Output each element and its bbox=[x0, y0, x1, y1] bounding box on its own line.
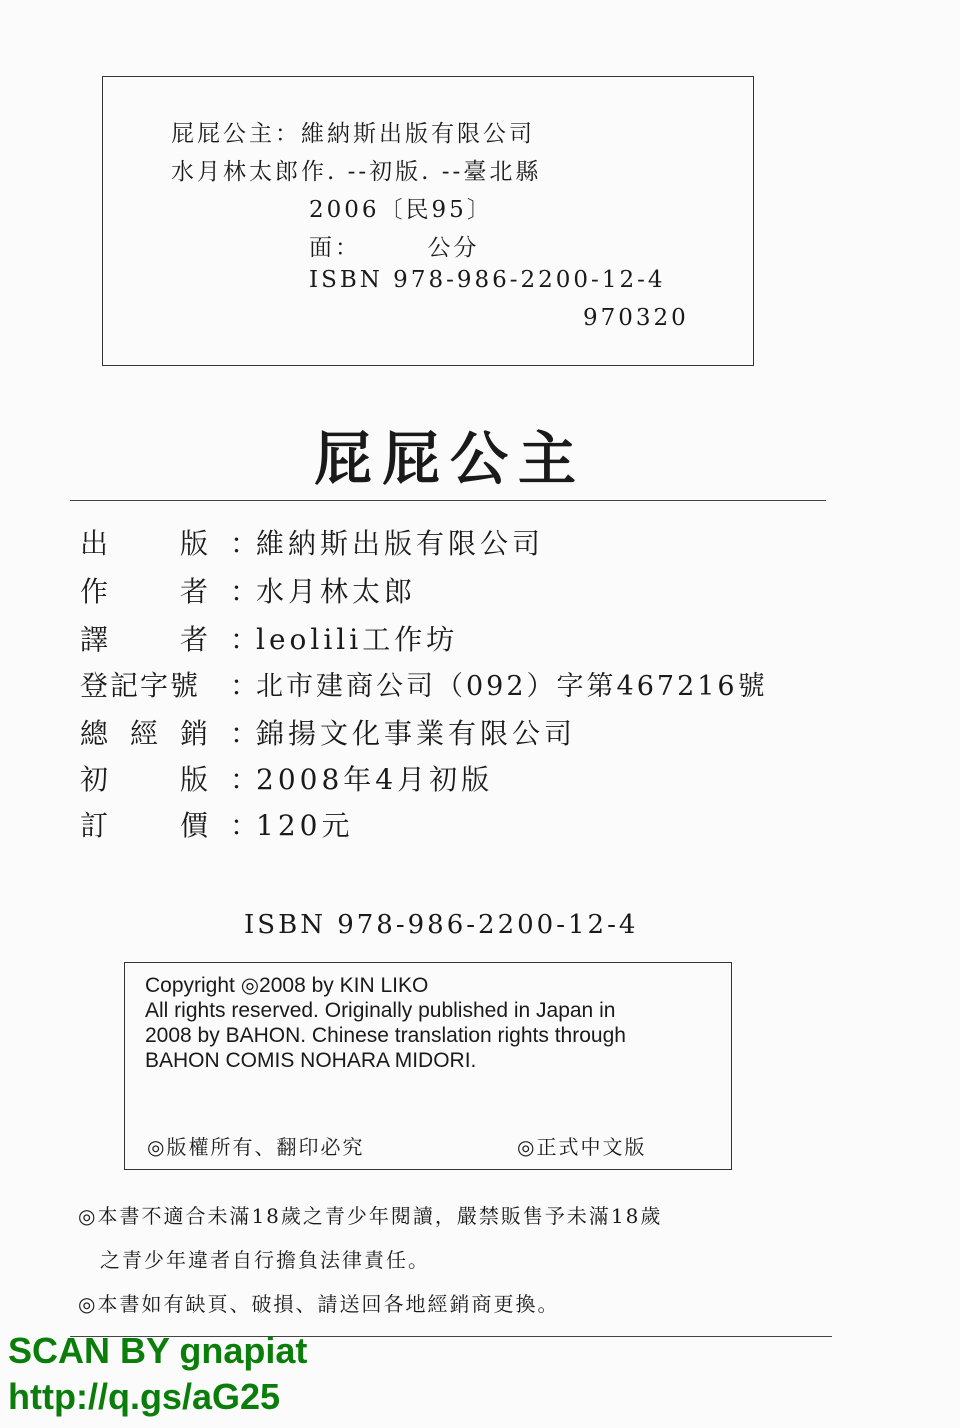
info-colon: ： bbox=[230, 527, 259, 560]
scan-url: http://q.gs/aG25 bbox=[8, 1376, 281, 1417]
age-warning-line1: ◎本書不適合未滿18歲之青少年閱讀，嚴禁販售予未滿18歲 bbox=[78, 1204, 663, 1228]
cip-line-number: 970320 bbox=[583, 305, 689, 331]
label-char: 者 bbox=[180, 575, 209, 608]
label-char: 作 bbox=[80, 575, 109, 608]
info-value: 2008年4月初版 bbox=[256, 763, 494, 796]
label-char: 銷 bbox=[180, 717, 209, 750]
info-value: leolili工作坊 bbox=[256, 623, 459, 656]
age-warning-line2: 之青少年違者自行擔負法律責任。 bbox=[100, 1248, 430, 1272]
label-char: 訂 bbox=[80, 809, 109, 842]
label-char: 價 bbox=[180, 809, 209, 842]
cip-record-box bbox=[102, 76, 754, 366]
info-value: 維納斯出版有限公司 bbox=[256, 527, 545, 560]
label-char: 者 bbox=[180, 623, 209, 656]
label-char: 出 bbox=[80, 527, 109, 560]
info-value: 120元 bbox=[256, 809, 354, 842]
label-char: 譯 bbox=[80, 623, 109, 656]
cip-line-isbn: ISBN 978-986-2200-12-4 bbox=[309, 267, 666, 293]
copyright-line: 2008 by BAHON. Chinese translation rights through bbox=[145, 1024, 626, 1047]
copyright-line: Copyright ◎2008 by KIN LIKO bbox=[145, 974, 429, 997]
info-colon: ： bbox=[230, 809, 259, 842]
official-edition-notice: ◎正式中文版 bbox=[517, 1135, 647, 1159]
copyright-text bbox=[145, 973, 725, 1073]
label-char: 版 bbox=[180, 763, 209, 796]
label-char: 登記字號 bbox=[80, 669, 201, 702]
info-colon: ： bbox=[230, 623, 259, 656]
label-char: 版 bbox=[180, 527, 209, 560]
scan-credit: SCAN BY gnapiat bbox=[8, 1330, 308, 1371]
rights-reserved-notice: ◎版權所有、翻印必究 bbox=[147, 1135, 365, 1159]
info-value: 錦揚文化事業有限公司 bbox=[256, 717, 577, 750]
cip-line-title: 屁屁公主：維納斯出版有限公司 bbox=[171, 121, 535, 147]
copyright-box bbox=[124, 962, 732, 1170]
label-char: 初 bbox=[80, 763, 109, 796]
info-colon: ： bbox=[230, 763, 259, 796]
book-title: 屁屁公主 bbox=[313, 425, 586, 493]
label-char: 經 bbox=[130, 717, 159, 750]
copyright-line: BAHON COMIS NOHARA MIDORI. bbox=[145, 1049, 477, 1072]
info-colon: ： bbox=[230, 669, 259, 702]
info-value: 水月林太郎 bbox=[256, 575, 417, 608]
cip-line-pages: 面： 公分 bbox=[309, 235, 480, 261]
info-value: 北市建商公司（092）字第467216號 bbox=[256, 671, 768, 702]
cip-line-author: 水月林太郎作. --初版. --臺北縣 bbox=[171, 159, 542, 185]
cip-line-year: 2006〔民95〕 bbox=[309, 197, 493, 223]
isbn-number: ISBN 978-986-2200-12-4 bbox=[244, 910, 639, 940]
label-char: 總 bbox=[80, 717, 109, 750]
replacement-notice: ◎本書如有缺頁、破損、請送回各地經銷商更換。 bbox=[78, 1292, 560, 1316]
copyright-line: All rights reserved. Originally published in Japan in bbox=[145, 999, 616, 1022]
title-divider bbox=[70, 500, 826, 501]
info-colon: ： bbox=[230, 575, 259, 608]
info-colon: ： bbox=[230, 717, 259, 750]
